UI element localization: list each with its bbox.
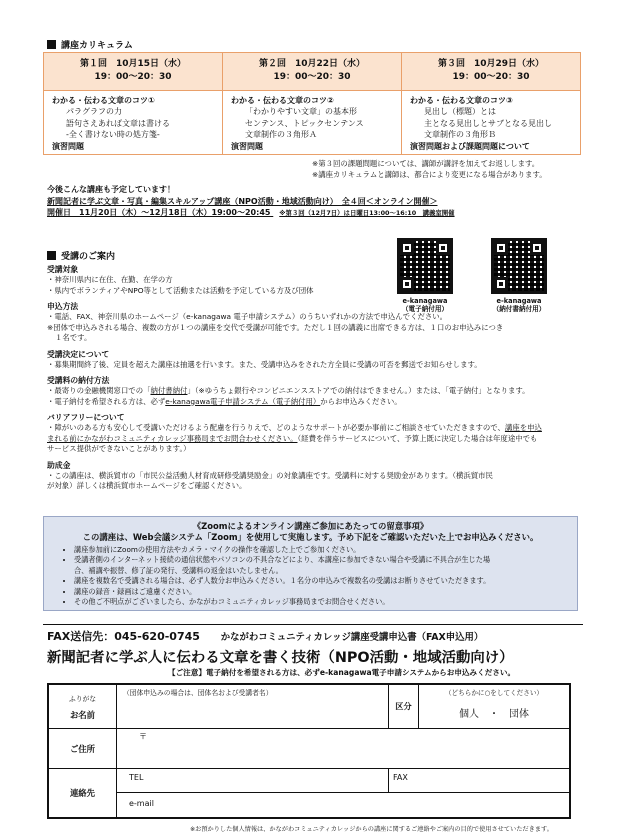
payment-heading: 受講料の納付方法 bbox=[47, 376, 110, 385]
subsidy-line: ・この講座は、横浜貿市の「市民公益活動人材育成研修受講奨励金」の対象講座です。受講料に対する奨励金があります。（横浜貿市民 bbox=[47, 470, 493, 480]
fax-notice: 【ご注意】電子納付を希望される方は、必ずe-kanagawa電子申請システムからお申込みください。 bbox=[168, 668, 516, 677]
session-2-line: 「わかりやすい文章」の基本形 bbox=[245, 107, 357, 117]
e-kanagawa-link[interactable]: e-kanagawa電子申請システム（電子納付用） bbox=[165, 396, 321, 406]
zoom-notice-item: • 受講者側のインターネット接続の通信状態やパソコンの不具合などにより、本講座に参加できない場合や受講に不具合が生じた場 bbox=[74, 555, 577, 565]
fax-number: FAX送信先：045-620-0745 bbox=[47, 630, 200, 643]
guide-section-title: 受講のご案内 bbox=[47, 249, 115, 262]
guide-body bbox=[47, 259, 587, 492]
target-line: ・神奈川県内に在住、在勤、在学の方 bbox=[47, 275, 173, 284]
upcoming-course-title: 新聞記者に学ぶ文章・写真・編集スキルアップ講座（NPO活動・地域活動向け） 全４回＜オンライン開催＞ bbox=[47, 196, 438, 206]
decision-heading: 受講決定について bbox=[47, 349, 110, 359]
name-label-cell: ふりがな お名前 bbox=[49, 685, 117, 729]
session-2-line: 文章制作の３角形Ａ bbox=[245, 130, 317, 140]
upcoming-heading: 今後こんな講座も予定しています！ bbox=[47, 185, 175, 194]
decision-line: ・募集期間終了後、定員を超えた講座は抽選を行います。また、受講申込みをされた方全員に受講の可否を郵送でお知らせします。 bbox=[47, 359, 482, 369]
session-1 bbox=[44, 53, 223, 154]
apply-line: ・電話、FAX、神奈川県のホームページ（e-kanagawa 電子申請システム）のうちいずれかの方法で申込んでください。 bbox=[47, 312, 448, 321]
session-3-line: 主となる見出しとサブとなる見出し bbox=[424, 118, 552, 128]
payment-line-2: ・電子納付を希望される方は、必ずe-kanagawa電子申請システム（電子納付用）からお申込みください。 bbox=[47, 396, 402, 406]
qr-caption-1: e-kanagawa （電子納付用） bbox=[401, 297, 449, 313]
target-heading: 受講対象 bbox=[47, 265, 79, 274]
privacy-note: ※お預かりした個人情報は、かながわコミュニティカレッジからの講座に関するご連絡やご案内の目的で使用させていただきます。 bbox=[190, 826, 553, 833]
session-2-date: 第２回 10月22日（水） bbox=[258, 59, 366, 69]
fax-doc-title: かながわコミュニティカレッジ講座受講申込書（FAX申込用） bbox=[220, 632, 484, 643]
zoom-notice-item: • 講座参加前にZoomの使用方法やカメラ・マイクの操作を確認した上でご参加ください。 bbox=[74, 545, 577, 555]
fax-course-title: 新聞記者に学ぶ人に伝わる文章を書く技術（NPO活動・地域活動向け） bbox=[47, 650, 514, 666]
zoom-notice-title: 《Zoomによるオンライン講座ご参加にあたっての留意事項》 この講座は、Web会議システム「Zoom」を使用して実施します。予め下記をご確認いただいた上でお申込みください。 bbox=[82, 521, 539, 542]
session-3-heading: わかる・伝わる文章のコツ③ bbox=[410, 96, 513, 105]
session-3-body bbox=[402, 91, 580, 152]
session-1-line: 語句さえあれば文章は書ける bbox=[66, 118, 170, 128]
session-1-heading: わかる・伝わる文章のコツ① bbox=[52, 96, 155, 105]
session-3-line: 文章制作の３角形Ｂ bbox=[424, 130, 496, 140]
fax-header bbox=[47, 628, 483, 644]
barrier-free-heading: バリアフリーについて bbox=[47, 413, 125, 422]
apply-heading: 申込方法 bbox=[47, 302, 79, 311]
session-3-header bbox=[402, 53, 580, 91]
curriculum-note: ※第３回の課題問題については、講師が講評を加えてお返しします。 bbox=[312, 159, 540, 168]
upcoming-course bbox=[47, 184, 455, 220]
name-field[interactable]: （団体申込みの場合は、団体名および受講者名） bbox=[117, 685, 389, 729]
session-3-time: 19：00～20：30 bbox=[452, 72, 530, 82]
application-form bbox=[47, 683, 571, 819]
category-field[interactable]: （どちらかに○をしてください） 個人 ・ 団体 bbox=[419, 685, 570, 729]
session-2-exercise: 演習問題 bbox=[231, 141, 263, 151]
session-2-time: 19：00～20：30 bbox=[273, 72, 351, 82]
session-1-line: パラグラフの力 bbox=[66, 107, 122, 117]
session-1-line: -全く書けない時の処方箋- bbox=[66, 130, 160, 140]
zoom-notice-item: • 講座の録音・録画はご遠慮ください。 bbox=[74, 587, 577, 597]
upcoming-dates: 開催日 11月20日（木）～12月18日（木）19:00～20:45 bbox=[47, 208, 271, 217]
session-3 bbox=[402, 53, 580, 154]
tel-field[interactable]: TEL bbox=[117, 769, 389, 793]
session-3-exercise: 演習問題および課題問題について bbox=[410, 141, 530, 151]
contact-label: 連絡先 bbox=[49, 769, 117, 818]
category-label: 区分 bbox=[389, 685, 419, 729]
apply-line: ※団体で申込みされる場合、複数の方が１つの講座を交代で受講が可能です。ただし１回の講義に出席できる方は、１口のお申込みにつき bbox=[47, 322, 504, 332]
curriculum-notes bbox=[312, 158, 547, 180]
barrier-line-3: サービス提供ができないことがあります。） bbox=[47, 444, 191, 453]
email-field[interactable]: e-mail bbox=[117, 793, 570, 818]
qr-caption-2: e-kanagawa （納付書納付用） bbox=[492, 297, 546, 313]
subsidy-heading: 助成金 bbox=[47, 460, 71, 470]
target-line: ・県内でボランティアやNPO等として活動または活動を予定している方及び団体 bbox=[47, 285, 314, 295]
zoom-notice-item: 合、補講や振替、修了証の発行、受講料の返金はいたしません。 bbox=[74, 565, 283, 575]
address-label: ご住所 bbox=[49, 729, 117, 769]
curriculum-table bbox=[43, 52, 581, 155]
category-options[interactable]: 個人 ・ 団体 bbox=[459, 709, 529, 720]
invoice-payment-term: 納付書納付 bbox=[150, 386, 188, 395]
session-2-heading: わかる・伝わる文章のコツ② bbox=[231, 96, 334, 105]
zoom-notice-item: • その他ご不明点がございましたら、かながわコミュニティカレッジ事務局までお問合せください。 bbox=[74, 597, 577, 607]
session-3-date: 第３回 10月29日（水） bbox=[437, 59, 545, 69]
session-2-line: センテンス、トピックセンテンス bbox=[245, 118, 364, 128]
barrier-line-2: まれる前にかながわコミュニティカレッジ事務局までお問合わせください。（経費を伴うサービスについて、予算上既に決定した場合は年度途中でも bbox=[47, 433, 538, 443]
session-1-exercise: 演習問題 bbox=[52, 141, 84, 151]
zoom-notice-item: • 講座を複数名で受講される場合は、必ず人数分お申込みください。１名分の申込みで複数名の受講はお断りさせていただきます。 bbox=[74, 576, 577, 586]
session-3-line: 見出し（標題）とは bbox=[424, 107, 496, 117]
apply-line: １名です。 bbox=[55, 333, 92, 342]
square-bullet-icon bbox=[47, 40, 56, 49]
subsidy-line: が対象）詳しくは横浜貿市ホームページをご確認ください。 bbox=[47, 481, 247, 490]
divider bbox=[43, 624, 583, 625]
curriculum-note: ※講座カリキュラムと講師は、都合により変更になる場合があります。 bbox=[312, 170, 547, 179]
session-1-date: 第１回 10月15日（水） bbox=[79, 59, 187, 69]
barrier-line-1: ・障がいのある方も安心して受講いただけるよう配慮を行うりえで、どのようなサポートが必要か事前にご相談させていただきますので、講座を申込 bbox=[47, 423, 542, 432]
session-2-body bbox=[223, 91, 401, 152]
session-1-time: 19：00～20：30 bbox=[94, 72, 172, 82]
session-2 bbox=[223, 53, 402, 154]
fax-field[interactable]: FAX bbox=[389, 769, 570, 793]
zoom-notice-box bbox=[43, 516, 578, 611]
session-1-body bbox=[44, 91, 222, 152]
session-2-header bbox=[223, 53, 401, 91]
zoom-notice-list bbox=[44, 545, 577, 607]
upcoming-note: ※第３回（12月7日）は日曜日13:00～16:10 講義室開催 bbox=[279, 209, 455, 217]
curriculum-section-title: 講座カリキュラム bbox=[47, 38, 133, 51]
session-1-header bbox=[44, 53, 222, 91]
postal-mark: 〒 bbox=[139, 732, 147, 741]
address-field[interactable] bbox=[117, 729, 570, 769]
payment-line-1: ・最寄りの金融機関窓口での「納付書納付」（※ゆうちょ銀行やコンビニエンスストアでの納付はできません。）または、「電子納付」となります。 bbox=[47, 386, 530, 395]
